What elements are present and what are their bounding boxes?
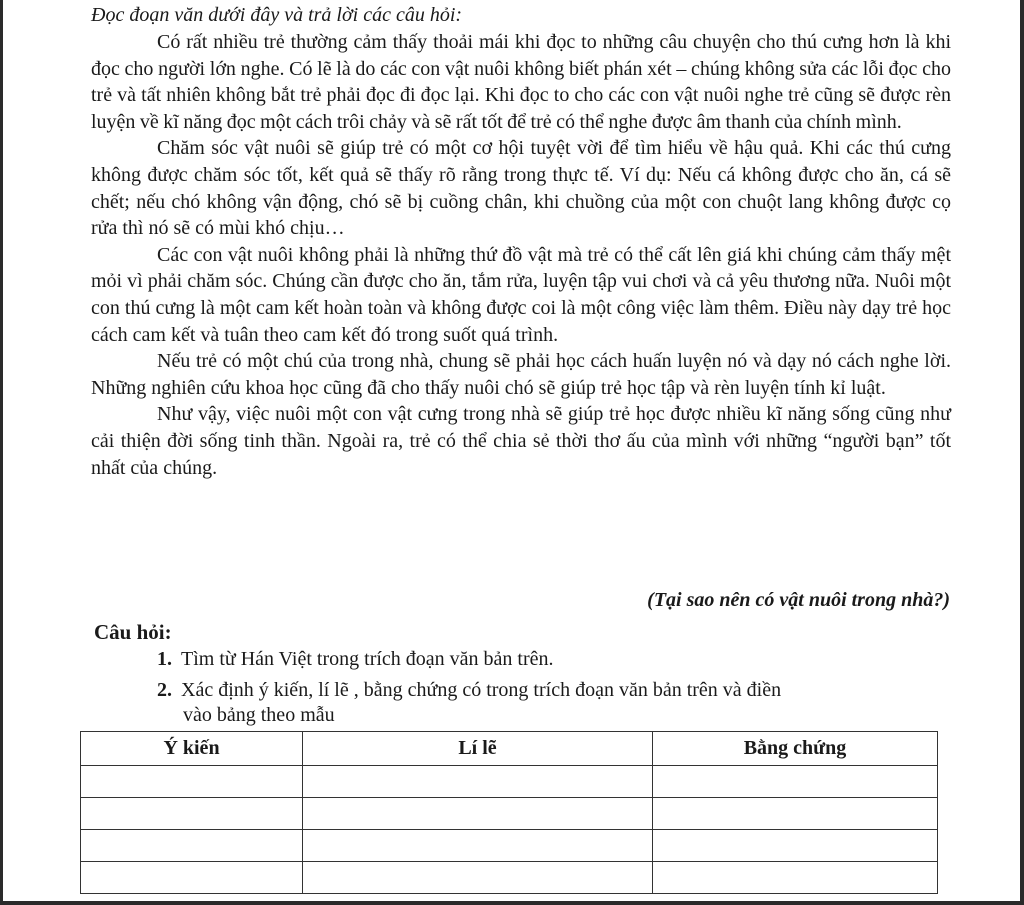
frame-left-border (0, 0, 3, 905)
table-cell[interactable] (653, 830, 938, 862)
table-row (81, 830, 938, 862)
table-row (81, 862, 938, 894)
header-evidence: Bằng chứng (653, 732, 938, 766)
question-1-text: Tìm từ Hán Việt trong trích đoạn văn bản trên. (181, 648, 554, 670)
question-2-text: Xác định ý kiến, lí lẽ , bằng chứng có trong trích đoạn văn bản trên và điền (181, 679, 782, 701)
table-cell[interactable] (653, 798, 938, 830)
passage-paragraph-4: Nếu trẻ có một chú của trong nhà, chung sẽ phải học cách huấn luyện nó và dạy nó cách nghe lời. Những nghiên cứu khoa học cũng đã cho thấy nuôi chó sẽ giúp trẻ học tập và rèn luyện tính kỉ luật. (91, 350, 951, 399)
table-cell[interactable] (81, 798, 303, 830)
question-1-number: 1. (157, 648, 172, 670)
table-row (81, 798, 938, 830)
table-cell[interactable] (81, 862, 303, 894)
table-cell[interactable] (81, 766, 303, 798)
question-2-continuation: vào bảng theo mẫu (183, 704, 335, 726)
passage-paragraph-5: Như vậy, việc nuôi một con vật cưng trong nhà sẽ giúp trẻ học được nhiều kĩ năng sống cũng như cải thiện đời sống tinh thần. Ngoài ra, trẻ có thể chia sẻ thời thơ ấu của mình với những “người bạn” tốt nhất của chúng. (91, 403, 951, 479)
passage-paragraph-1: Có rất nhiều trẻ thường cảm thấy thoải mái khi đọc to những câu chuyện cho thú cưng hơn là khi đọc cho người lớn nghe. Có lẽ là do các con vật nuôi không biết phán xét – chúng không sửa các lỗi đọc cho trẻ và tất nhiên không bắt trẻ phải đọc đi đọc lại. Khi đọc to cho các con vật nuôi nghe trẻ cũng sẽ được rèn luyện về kĩ năng đọc một cách trôi chảy và sẽ rất tốt để trẻ có thể nghe được âm thanh của chính mình. (91, 31, 951, 133)
header-reasoning: Lí lẽ (303, 732, 653, 766)
header-opinion: Ý kiến (81, 732, 303, 766)
table-row (81, 766, 938, 798)
table-cell[interactable] (303, 766, 653, 798)
frame-bottom-border (0, 901, 1024, 905)
table-cell[interactable] (303, 862, 653, 894)
question-2-number: 2. (157, 679, 172, 701)
question-2 (157, 677, 781, 704)
table-header-row (81, 732, 938, 766)
passage-source: (Tại sao nên có vật nuôi trong nhà?) (647, 589, 950, 611)
table-cell[interactable] (303, 798, 653, 830)
questions-heading: Câu hỏi: (94, 620, 172, 644)
passage-paragraph-2: Chăm sóc vật nuôi sẽ giúp trẻ có một cơ hội tuyệt vời để tìm hiểu về hậu quả. Khi các thú cưng không được chăm sóc tốt, kết quả sẽ thấy rõ rằng trong thực tế. Ví dụ: Nếu cá không được cho ăn, cá sẽ chết; nếu chó không vận động, chó sẽ bị cuồng chân, khi chuồng của một con chuột lang không được cọ rửa thì nó sẽ có mùi khó chịu… (91, 137, 951, 240)
reading-instruction: Đọc đoạn văn dưới đây và trả lời các câu hỏi: (91, 4, 463, 26)
table-cell[interactable] (653, 862, 938, 894)
passage-paragraph-3: Các con vật nuôi không phải là những thứ đồ vật mà trẻ có thể cất lên giá khi chúng cảm thấy mệt mỏi vì phải chăm sóc. Chúng cần được cho ăn, tắm rửa, luyện tập vui chơi và cả yêu thương nữa. Nuôi một con thú cưng là một cam kết hoàn toàn và không được coi là một công việc làm thêm. Điều này dạy trẻ học cách cam kết và tuân theo cam kết đó trong suốt quá trình. (91, 243, 951, 346)
answer-table (80, 731, 938, 894)
frame-right-border (1020, 0, 1024, 905)
question-1 (157, 646, 554, 673)
table-cell[interactable] (81, 830, 303, 862)
reading-passage (91, 29, 951, 481)
table-cell[interactable] (303, 830, 653, 862)
table-cell[interactable] (653, 766, 938, 798)
